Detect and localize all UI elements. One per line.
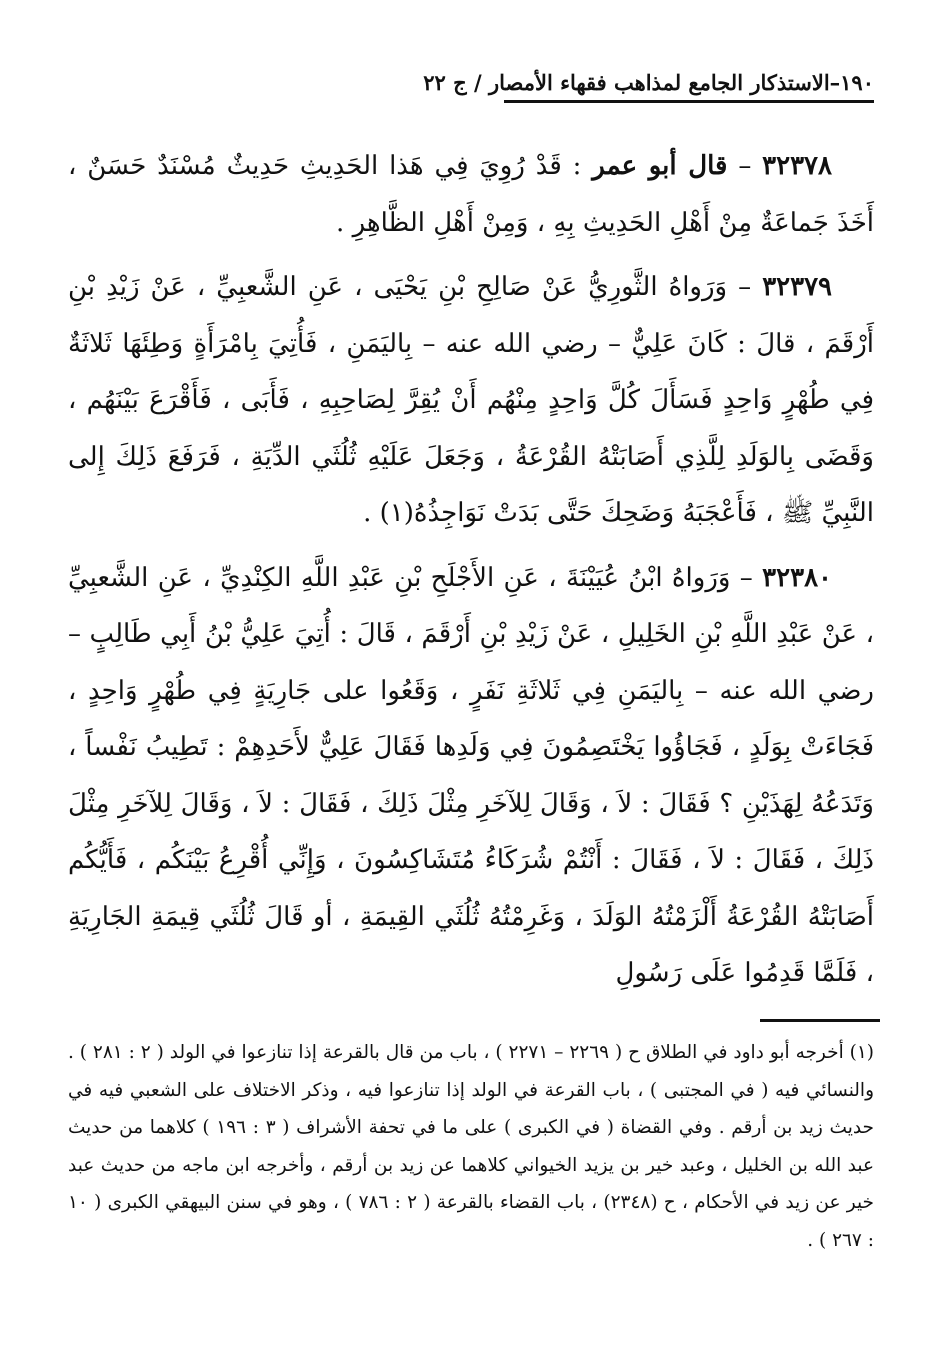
paragraph-dash: – [727, 151, 763, 181]
paragraph-32379 [68, 259, 874, 542]
paragraph-dash: – [727, 272, 763, 302]
page-number: ١٩٠ [840, 70, 874, 95]
paragraph-text: : قَدْ رُوِيَ فِي هَذا الحَدِيثِ حَدِيثٌ مُسْنَدٌ حَسَنٌ ، أَخَذَ جَماعَةٌ مِنْ أَهْلِ الحَدِيثِ بِهِ ، وَمِنْ أَهْلِ الظَّاهِرِ . [68, 151, 874, 238]
paragraph-number: ٣٢٣٧٩ [762, 272, 833, 302]
paragraph-text: وَرَواهُ ابْنُ عُيَيْنَةَ ، عَنِ الأَجْلَحِ بْنِ عَبْدِ اللَّهِ الكِنْدِيِّ ، عَنِ الشَّعبِيِّ ، عَنْ عَبْدِ اللَّهِ بْنِ الخَلِيلِ ، عَنْ زَيْدِ بْنِ أَرْقَمَ ، قَالَ : أُتِيَ عَلِيُّ بْنُ أَبِي طَالِبٍ – رضي الله عنه – بِاليَمَنِ فِي ثَلاثَةِ نَفَرٍ ، وَقَعُوا على جَارِيَةٍ فِي طُهْرٍ وَاحِدٍ ، فَجَاءَتْ بِوَلَدٍ ، فَجَاؤُوا يَخْتَصِمُونَ فِي وَلَدِها فَقَالَ عَلِيٌّ لأَحَدِهِمْ : تَطِيبُ نَفْساً ، وَتَدَعُهُ لِهَذَيْنِ ؟ فَقَالَ : لاَ ، وَقَالَ لِلآخَرِ مِثْلَ ذَلِكَ ، فَقَالَ : لاَ ، وَقَالَ لِلآخَرِ مِثْلَ ذَلِكَ ، فَقَالَ : لاَ ، فَقَالَ : أَنْتُمْ شُرَكَاءُ مُتَشَاكِسُونَ ، وَإِنِّي أُقْرِعُ بَيْنَكُم ، فَأَيُّكُم أَصَابَتْهُ القُرْعَةُ أَلْزَمْتُهُ الوَلَدَ ، وَغَرِمْتُهُ ثُلُثَي القِيمَةِ ، أو قَالَ ثُلُثَي قِيمَةِ الجَارِيَةِ ، فَلَمَّا قَدِمُوا عَلَى رَسُولِ [68, 562, 874, 988]
speaker-label: قال أبو عمر [592, 151, 728, 181]
paragraph-dash: – [730, 562, 763, 593]
paragraph-text: وَرَواهُ الثَّورِيُّ عَنْ صَالِحِ بْنِ يَحْيَى ، عَنِ الشَّعبِيِّ ، عَنْ زَيْدِ بْنِ أَرْقَمَ ، قالَ : كَانَ عَلِيٌّ – رضي الله عنه – بِاليَمَنِ ، فَأُتِيَ بِامْرَأَةٍ وَطِئَهَا ثَلاثَةٌ فِي طُهْرٍ وَاحِدٍ فَسَأَلَ كُلَّ وَاحِدٍ مِنْهُم أَنْ يُقِرَّ لِصَاحِبِهِ ، فَأَبَى ، فَأَقْرَعَ بَيْنَهُم ، وَقَضَى بِالوَلَدِ لِلَّذِي أَصَابَتْهُ القُرْعَةُ ، وَجَعَلَ عَلَيْهِ ثُلُثَي الدِّيَةِ ، فَرَفَعَ ذَلِكَ إِلى النَّبِيِّ ﷺ ، فَأَعْجَبَهُ وَضَحِكَ حَتَّى بَدَتْ نَوَاجِذُهُ(١) . [68, 272, 874, 528]
paragraph-32380 [68, 550, 874, 1002]
paragraph-32378 [68, 138, 874, 251]
footnotes [68, 1034, 874, 1259]
paragraph-number: ٣٢٣٨٠ [762, 562, 832, 593]
paragraph-number: ٣٢٣٧٨ [762, 151, 832, 181]
footnote-1: (١) أخرجه أبو داود في الطلاق ح ( ٢٢٦٩ – ٢٢٧١ ) ، باب من قال بالقرعة إذا تنازعوا في الولد ( ٢ : ٢٨١ ) . والنسائي فيه ( في المجتبى ) ، باب القرعة في الولد إذا تنازعوا فيه ، وذكر الاختلاف على الشعبي فيه في حديث زيد بن أرقم . وفي القضاة ( في الكبرى ) على ما في تحفة الأشراف ( ٣ : ١٩٦ ) كلاهما من حديث عبد الله بن الخليل ، وعبد خير بن يزيد الخيواني كلاهما عن زيد بن أرقم ، وأخرجه ابن ماجه من حديث عبد خير عن زيد في الأحكام ، ح (٢٣٤٨) ، باب القضاء بالقرعة ( ٢ : ٧٨٦ ) ، وهو في سنن البيهقي الكبرى ( ١٠ : ٢٦٧ ) . [68, 1042, 875, 1251]
header-rule [504, 100, 874, 103]
running-header [423, 70, 874, 110]
main-text [68, 138, 874, 1010]
footnote-rule [760, 1019, 880, 1022]
header-separator: – [829, 70, 841, 95]
running-title: الاستذكار الجامع لمذاهب فقهاء الأمصار / ج ٢٢ [423, 70, 830, 95]
